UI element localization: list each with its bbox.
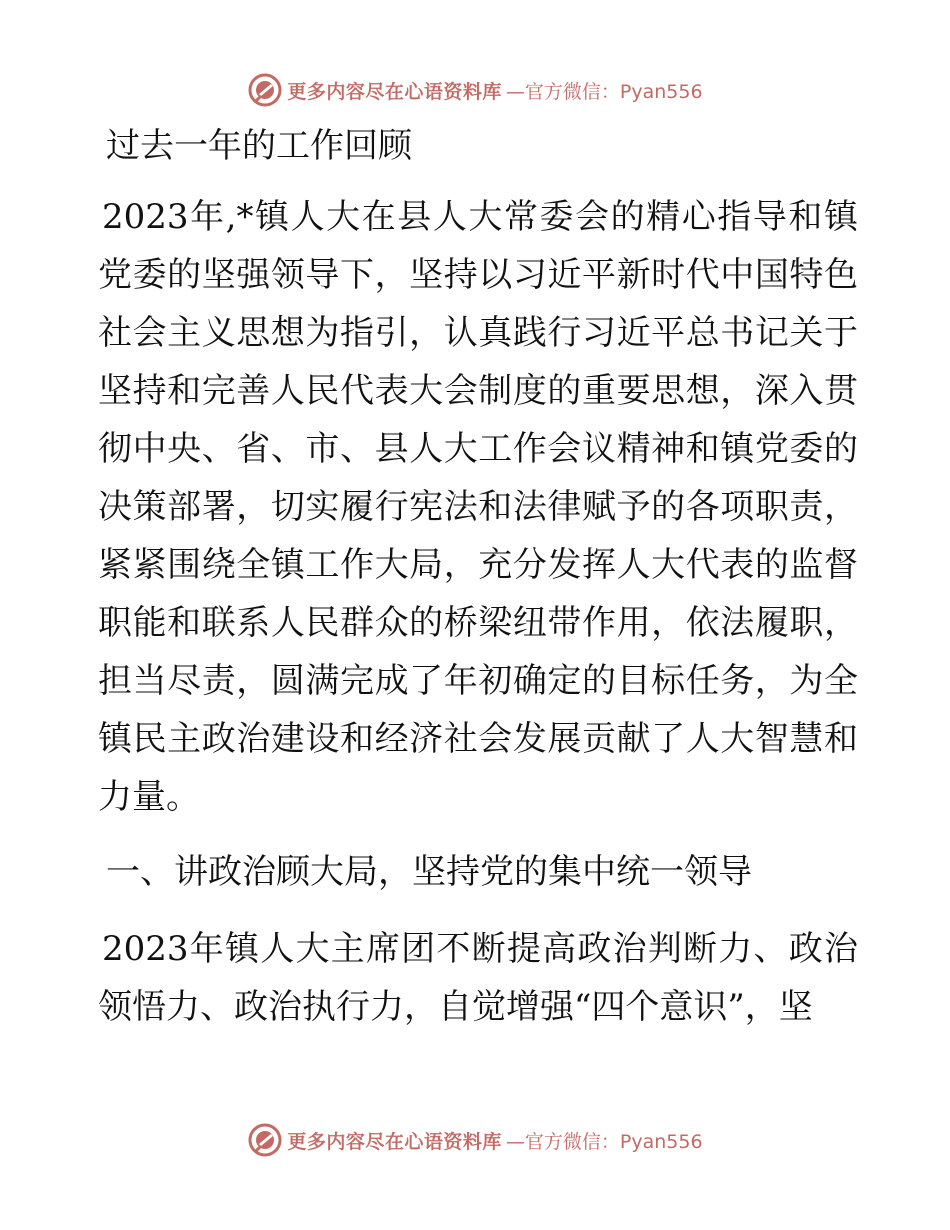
paragraph-2 [98, 920, 858, 1036]
watermark-sub-text: —官方微信：Pyan556 [505, 1130, 703, 1153]
logo-icon [247, 1122, 283, 1158]
heading-section-1: 一、讲政治顾大局，坚持党的集中统一领导 [106, 852, 752, 892]
footer-watermark [0, 1118, 950, 1162]
logo-icon [247, 72, 283, 108]
watermark-main-text: 更多内容尽在心语资料库 [287, 80, 502, 103]
heading-review: 过去一年的工作回顾 [106, 126, 412, 166]
paragraph-1-text: 2023年,*镇人大在县人大常委会的精心指导和镇党委的坚强领导下，坚持以习近平新时代中国特色社会主义思想为指引，认真践行习近平总书记关于坚持和完善人民代表大会制度的重要思想，深入贯彻中央、省、市、县人大工作会议精神和镇党委的决策部署，切实履行宪法和法律赋予的各项职责，紧紧围绕全镇工作大局，充分发挥人大代表的监督职能和联系人民群众的桥梁纽带作用，依法履职，担当尽责，圆满完成了年初确定的目标任务，为全镇民主政治建设和经济社会发展贡献了人大智慧和力量。 [98, 197, 858, 817]
document-body [98, 122, 858, 1036]
watermark-sub-text: —官方微信：Pyan556 [505, 80, 703, 103]
header-watermark [0, 68, 950, 112]
paragraph-2-text: 2023年镇人大主席团不断提高政治判断力、政治领悟力、政治执行力，自觉增强“四个意识”，坚 [98, 929, 858, 1027]
watermark-main-text: 更多内容尽在心语资料库 [287, 1130, 502, 1153]
paragraph-1 [98, 188, 858, 826]
